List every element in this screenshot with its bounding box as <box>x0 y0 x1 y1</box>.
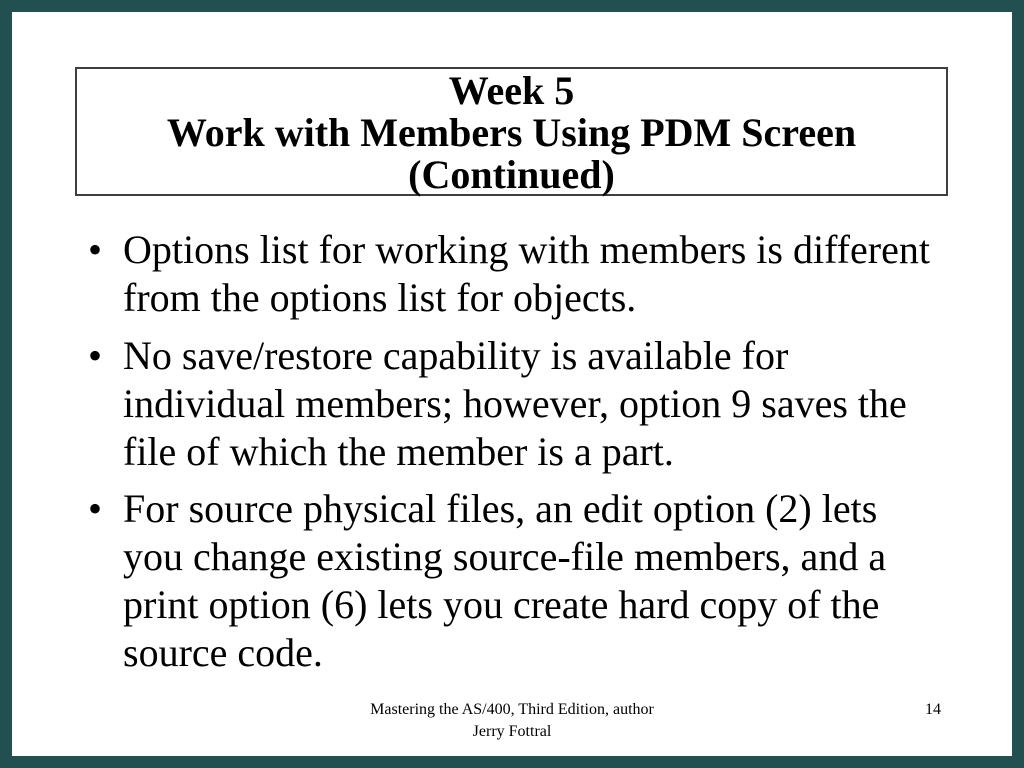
bullet-item-3 <box>88 485 968 677</box>
bullet-1-line-1: Options list for working with members is different <box>123 227 930 272</box>
bullet-item-2 <box>88 332 968 476</box>
bullet-3-line-2: you change existing source-file members, and a <box>123 534 887 579</box>
slide <box>12 12 1012 756</box>
bullet-icon: • <box>88 333 103 378</box>
page-number: 14 <box>925 701 941 718</box>
title-line-2: Work with Members Using PDM Screen <box>166 110 857 155</box>
bullet-icon: • <box>88 227 103 272</box>
bullet-item-1 <box>88 226 968 322</box>
bullet-2-line-3: file of which the member is a part. <box>123 429 674 474</box>
bullet-3-line-3: print option (6) lets you create hard copy of the <box>123 582 880 627</box>
bullet-text-1 <box>123 226 968 322</box>
bullet-1-line-2: from the options list for objects. <box>123 275 637 320</box>
bullet-3-line-4: source code. <box>123 630 323 675</box>
title-box <box>75 67 948 196</box>
bullet-3-line-1: For source physical files, an edit option (2) lets <box>123 486 878 531</box>
bullet-text-2 <box>123 332 968 476</box>
footer <box>12 699 1012 743</box>
bullet-list <box>88 226 968 677</box>
bullet-2-line-2: individual members; however, option 9 saves the <box>123 381 907 426</box>
bullet-icon: • <box>88 486 103 531</box>
footer-line-1: Mastering the AS/400, Third Edition, author <box>370 701 654 718</box>
bullet-text-3 <box>123 485 968 677</box>
bullet-2-line-1: No save/restore capability is available for <box>123 333 789 378</box>
footer-line-2: Jerry Fottral <box>472 723 552 740</box>
title-line-1: Week 5 <box>448 68 575 113</box>
title-line-3: (Continued) <box>408 152 615 197</box>
